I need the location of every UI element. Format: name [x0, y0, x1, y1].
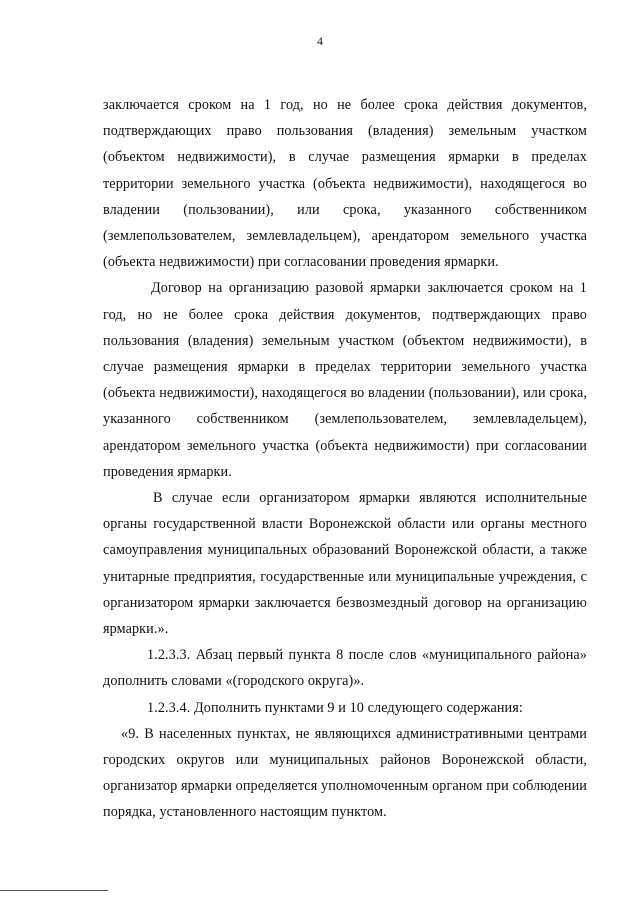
- paragraph-contract-term-continuation: заключается сроком на 1 год, но не более срока действия документов, подтверждающих право пользования (владения) земельным участком (объектом недвижимости), в случае размещения ярмарки в пределах территории земельного участка (объекта недвижимости), находящегося во владении (пользовании), или срока, указанного собственником (землепользователем, землевладельцем), арендатором земельного участка (объекта недвижимости) при согласовании проведения ярмарки.: [103, 97, 587, 271]
- paragraph-item-1-2-3-3: 1.2.3.3. Абзац первый пункта 8 после слов «муниципального района» дополнить словами «(городского округа)».: [103, 647, 587, 690]
- paragraph-point-9: «9. В населенных пунктах, не являющихся административными центрами городских округов или муниципальных районов Воронежской области, организатор ярмарки определяется уполномоченным органом при соблюдении порядка, установленного настоящим пунктом.: [103, 725, 587, 821]
- paragraph-item-1-2-3-4: 1.2.3.4. Дополнить пунктами 9 и 10 следующего содержания:: [147, 699, 523, 716]
- paragraph-free-contract: В случае если организатором ярмарки являются исполнительные органы государственной власти Воронежской области или органы местного самоуправления муниципальных образований Воронежской области, а также унитарные предприятия, государственные или муниципальные учреждения, с организатором ярмарки заключается безвозмездный договор на организацию ярмарки.».: [103, 490, 587, 638]
- page-number: 4: [317, 34, 323, 48]
- document-body: [103, 92, 587, 826]
- paragraph-one-time-fair-contract: Договор на организацию разовой ярмарки заключается сроком на 1 год, но не более срока действия документов, подтверждающих право пользования (владения) земельным участком (объектом недвижимости), в случае размещения ярмарки в пределах территории земельного участка (объекта недвижимости), находящегося во владении (пользовании), или срока, указанного собственником (землепользователем, землевладельцем), арендатором земельного участка (объекта недвижимости) при согласовании проведения ярмарки.: [103, 280, 587, 480]
- bottom-divider: [0, 890, 108, 891]
